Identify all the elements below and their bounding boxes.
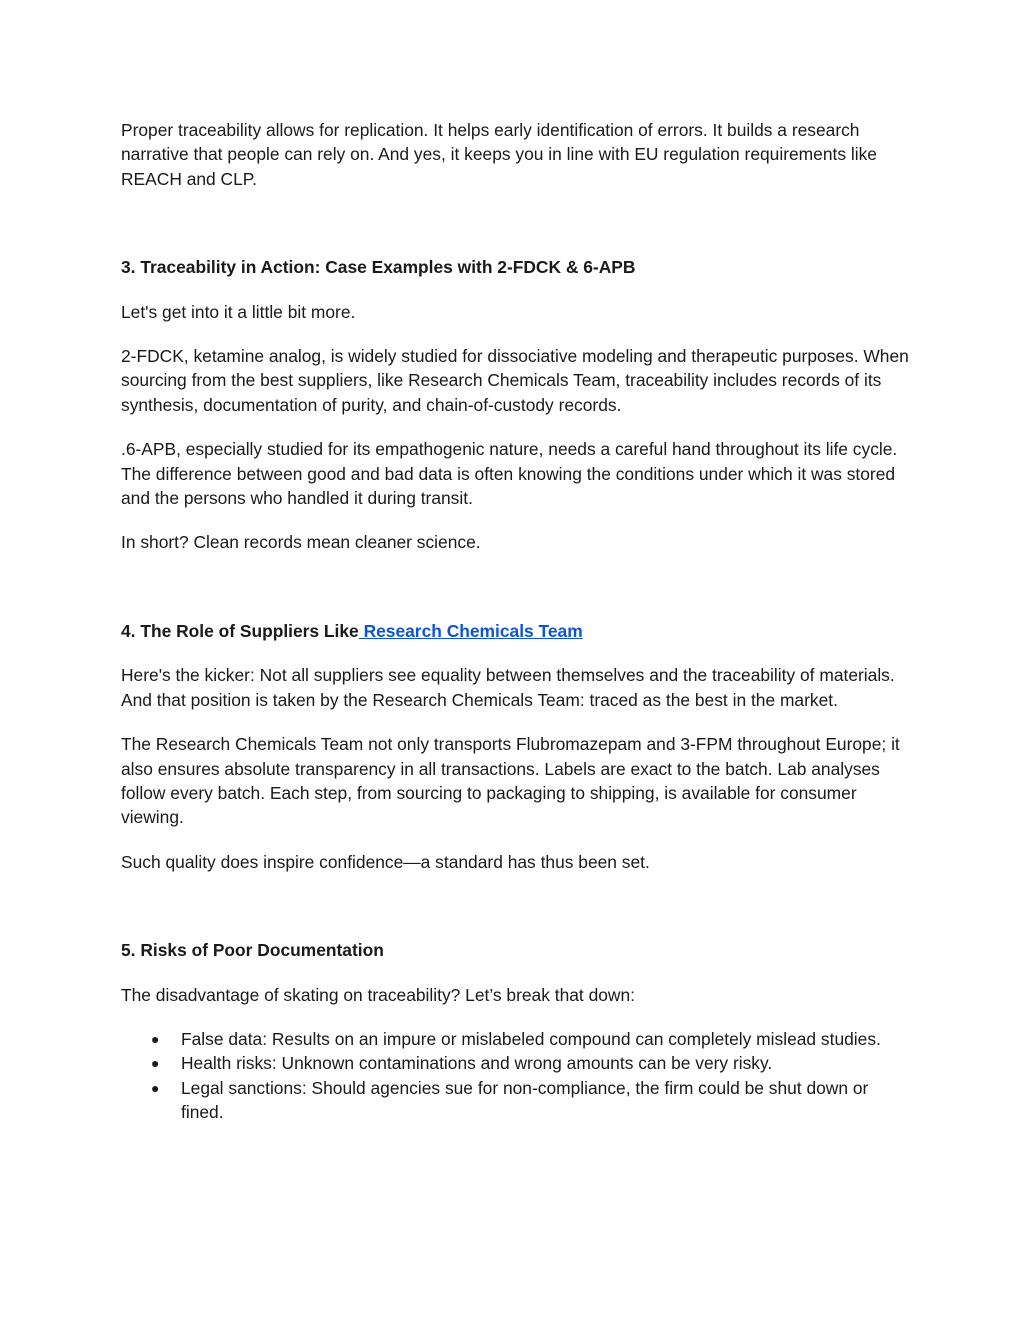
section-4-heading-text: 4. The Role of Suppliers Like <box>121 620 359 641</box>
bullet-icon: ● <box>151 1030 160 1047</box>
risks-bullet-list <box>121 1027 911 1125</box>
list-item-text: False data: Results on an impure or mislabeled compound can completely mislead studies. <box>181 1028 881 1049</box>
section-3-heading: 3. Traceability in Action: Case Examples with 2-FDCK & 6-APB <box>121 257 636 278</box>
section-3-paragraph-1: Let's get into it a little bit more. <box>121 301 356 322</box>
section-3-paragraph-4: In short? Clean records mean cleaner science. <box>121 532 481 553</box>
section-4-paragraph-3: Such quality does inspire confidence—a standard has thus been set. <box>121 851 650 872</box>
list-item-text: Health risks: Unknown contaminations and wrong amounts can be very risky. <box>181 1053 773 1074</box>
list-item-text: Legal sanctions: Should agencies sue for non-compliance, the firm could be shut down or fined. <box>181 1077 869 1123</box>
section-3-paragraph-3: .6-APB, especially studied for its empathogenic nature, needs a careful hand throughout its life cycle. The difference between good and bad data is often knowing the conditions under which it was stored and the persons who handled it during transit. <box>121 439 898 509</box>
section-5-heading: 5. Risks of Poor Documentation <box>121 940 384 961</box>
section-5-paragraph-1: The disadvantage of skating on traceability? Let’s break that down: <box>121 984 635 1005</box>
bullet-icon: ● <box>151 1079 160 1096</box>
section-4-paragraph-1: Here's the kicker: Not all suppliers see equality between themselves and the traceability of materials. And that position is taken by the Research Chemicals Team: traced as the best in the market. <box>121 665 895 710</box>
list-item <box>121 1027 911 1051</box>
intro-paragraph: Proper traceability allows for replication. It helps early identification of errors. It builds a research narrative that people can rely on. And yes, it keeps you in line with EU regulation requirements like REACH and CLP. <box>121 120 877 189</box>
document-page <box>121 118 911 1125</box>
section-4-paragraph-2: The Research Chemicals Team not only transports Flubromazepam and 3-FPM throughout Europe; it also ensures absolute transparency in all transactions. Labels are exact to the batch. Lab analyses follow every batch. Each step, from sourcing to packaging to shipping, is available for consumer viewing. <box>121 734 900 828</box>
section-4-heading <box>121 619 911 643</box>
list-item <box>121 1051 911 1075</box>
research-chemicals-team-link[interactable]: Research Chemicals Team <box>358 620 583 641</box>
bullet-icon: ● <box>151 1055 160 1072</box>
list-item <box>121 1076 911 1125</box>
section-3-paragraph-2: 2-FDCK, ketamine analog, is widely studied for dissociative modeling and therapeutic purposes. When sourcing from the best suppliers, like Research Chemicals Team, traceability includes records of its synthesis, documentation of purity, and chain-of-custody records. <box>121 346 909 415</box>
